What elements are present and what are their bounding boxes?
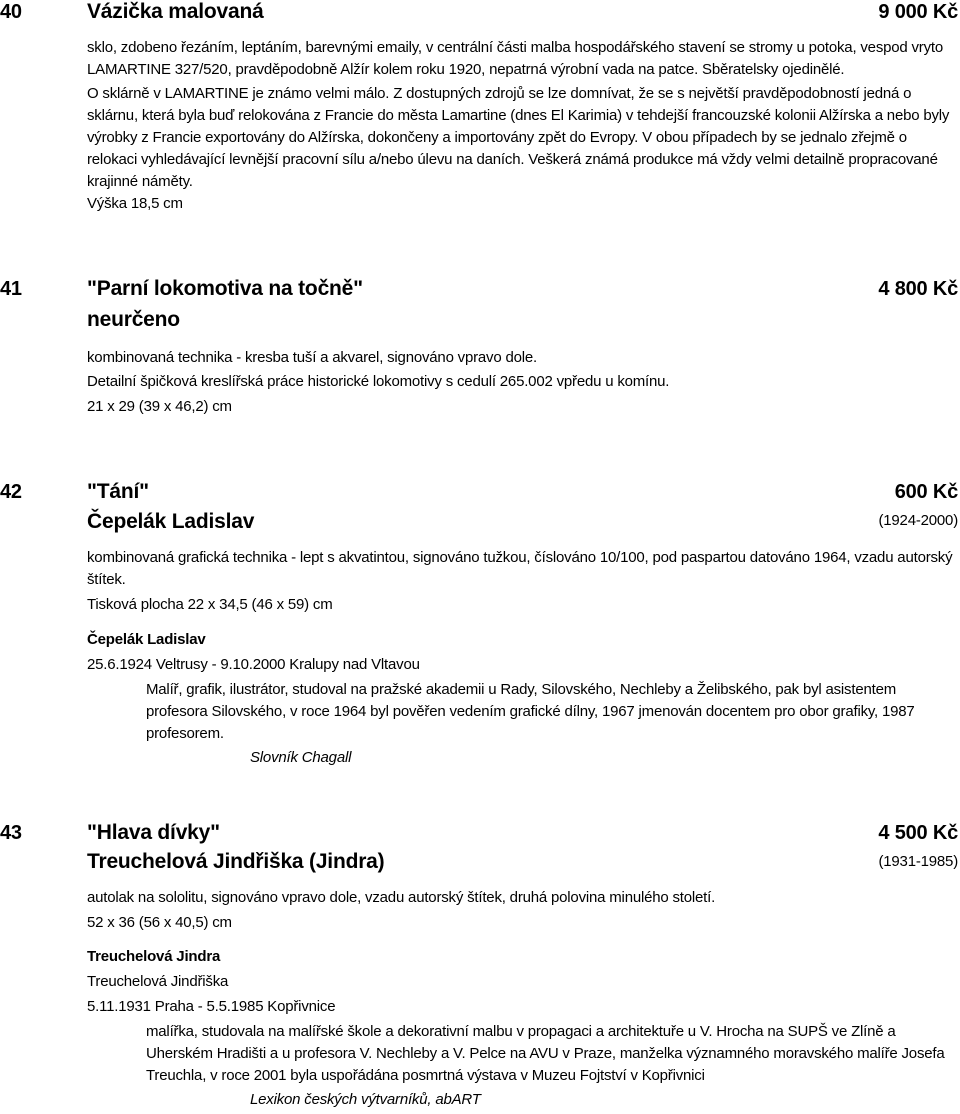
lot-note: O sklárně v LAMARTINE je známo velmi málo. Z dostupných zdrojů se lze domnívat, že se s největší pravděpodobností jedná o sklárnu, která byla buď relokována z Francie do města Lamartine (dnes El Karimia) v tehdejší francouzské kolonii Alžírska a nebo byly výrobky z Francie exportovány do Alžírska, dokončeny a importovány zpět do Evropy. V obou případech by se jednalo zřejmě o relokaci vyhledávající levnější pracovní sílu a/nebo úlevu na daních. Veškerá známá produkce má vždy velmi detailně propracované krajinné náměty. [87, 85, 950, 190]
lot-price: 600 Kč [894, 481, 958, 503]
lot-size: 52 x 36 (56 x 40,5) cm [87, 914, 232, 931]
lot-size: 21 x 29 (39 x 46,2) cm [87, 398, 232, 415]
lot-size: Výška 18,5 cm [87, 195, 183, 212]
lot-price: 9 000 Kč [878, 1, 958, 23]
lot-author: Čepelák Ladislav [87, 510, 255, 533]
author-years: (1931-1985) [878, 853, 958, 870]
lot-author: neurčeno [87, 308, 180, 331]
lot-number: 41 [0, 278, 22, 300]
lot-title: Vázička malovaná [87, 0, 264, 23]
lot-description: autolak na sololitu, signováno vpravo dole, vzadu autorský štítek, druhá polovina minulého století. [87, 889, 716, 906]
bio-dates: 5.11.1931 Praha - 5.5.1985 Kopřivnice [87, 998, 336, 1015]
bio-dates: 25.6.1924 Veltrusy - 9.10.2000 Kralupy nad Vltavou [87, 656, 420, 673]
lot-title: "Parní lokomotiva na točně" [87, 277, 363, 300]
lot-price: 4 500 Kč [878, 822, 958, 844]
lot-note: Detailní špičková kreslířská práce historické lokomotivy s cedulí 265.002 vpředu u komínu. [87, 373, 670, 390]
lot-number: 43 [0, 822, 22, 844]
bio-text: Malíř, grafik, ilustrátor, studoval na pražské akademii u Rady, Silovského, Nechleby a Želibského, pak byl asistentem profesora Silovského, v roce 1964 byl pověřen vedením grafické dílny, 1967 jmenován docentem pro obor grafiky, 1987 profesorem. [146, 681, 915, 742]
lot-number: 40 [0, 1, 22, 23]
bio-name: Treuchelová Jindra [87, 948, 221, 965]
lot-author: Treuchelová Jindřiška (Jindra) [87, 850, 385, 873]
lot-description: kombinovaná technika - kresba tuší a akvarel, signováno vpravo dole. [87, 349, 537, 366]
bio-alt-name: Treuchelová Jindřiška [87, 973, 229, 990]
bio-source: Slovník Chagall [250, 749, 352, 766]
lot-number: 42 [0, 481, 22, 503]
bio-name: Čepelák Ladislav [87, 631, 206, 648]
lot-description: kombinovaná grafická technika - lept s akvatintou, signováno tužkou, číslováno 10/100, pod paspartou datováno 1964, vzadu autorský štítek. [87, 549, 953, 588]
lot-description: sklo, zdobeno řezáním, leptáním, barevnými emaily, v centrální části malba hospodářského stavení se stromy u potoka, vespod vryto LAMARTINE 327/520, pravděpodobně Alžír kolem roku 1920, nepatrná výrobní vada na patce. Sběratelsky ojedinělé. [87, 39, 944, 78]
bio-text: malířka, studovala na malířské škole a dekorativní malbu v propagaci a architektuře u V. Hrocha na SUPŠ ve Zlíně a Uherském Hradišti a u profesora V. Nechleby a V. Pelce na AVU v Praze, manželka významného moravského malíře Josefa Treuchla, v roce 2001 byla uspořádána posmrtná výstava v Muzeu Fojtství v Kopřivnici [146, 1023, 945, 1084]
lot-title: "Hlava dívky" [87, 821, 220, 844]
bio-source: Lexikon českých výtvarníků, abART [250, 1091, 481, 1108]
lot-price: 4 800 Kč [878, 278, 958, 300]
lot-size: Tisková plocha 22 x 34,5 (46 x 59) cm [87, 596, 333, 613]
lot-title: "Tání" [87, 480, 149, 503]
author-years: (1924-2000) [878, 512, 958, 529]
